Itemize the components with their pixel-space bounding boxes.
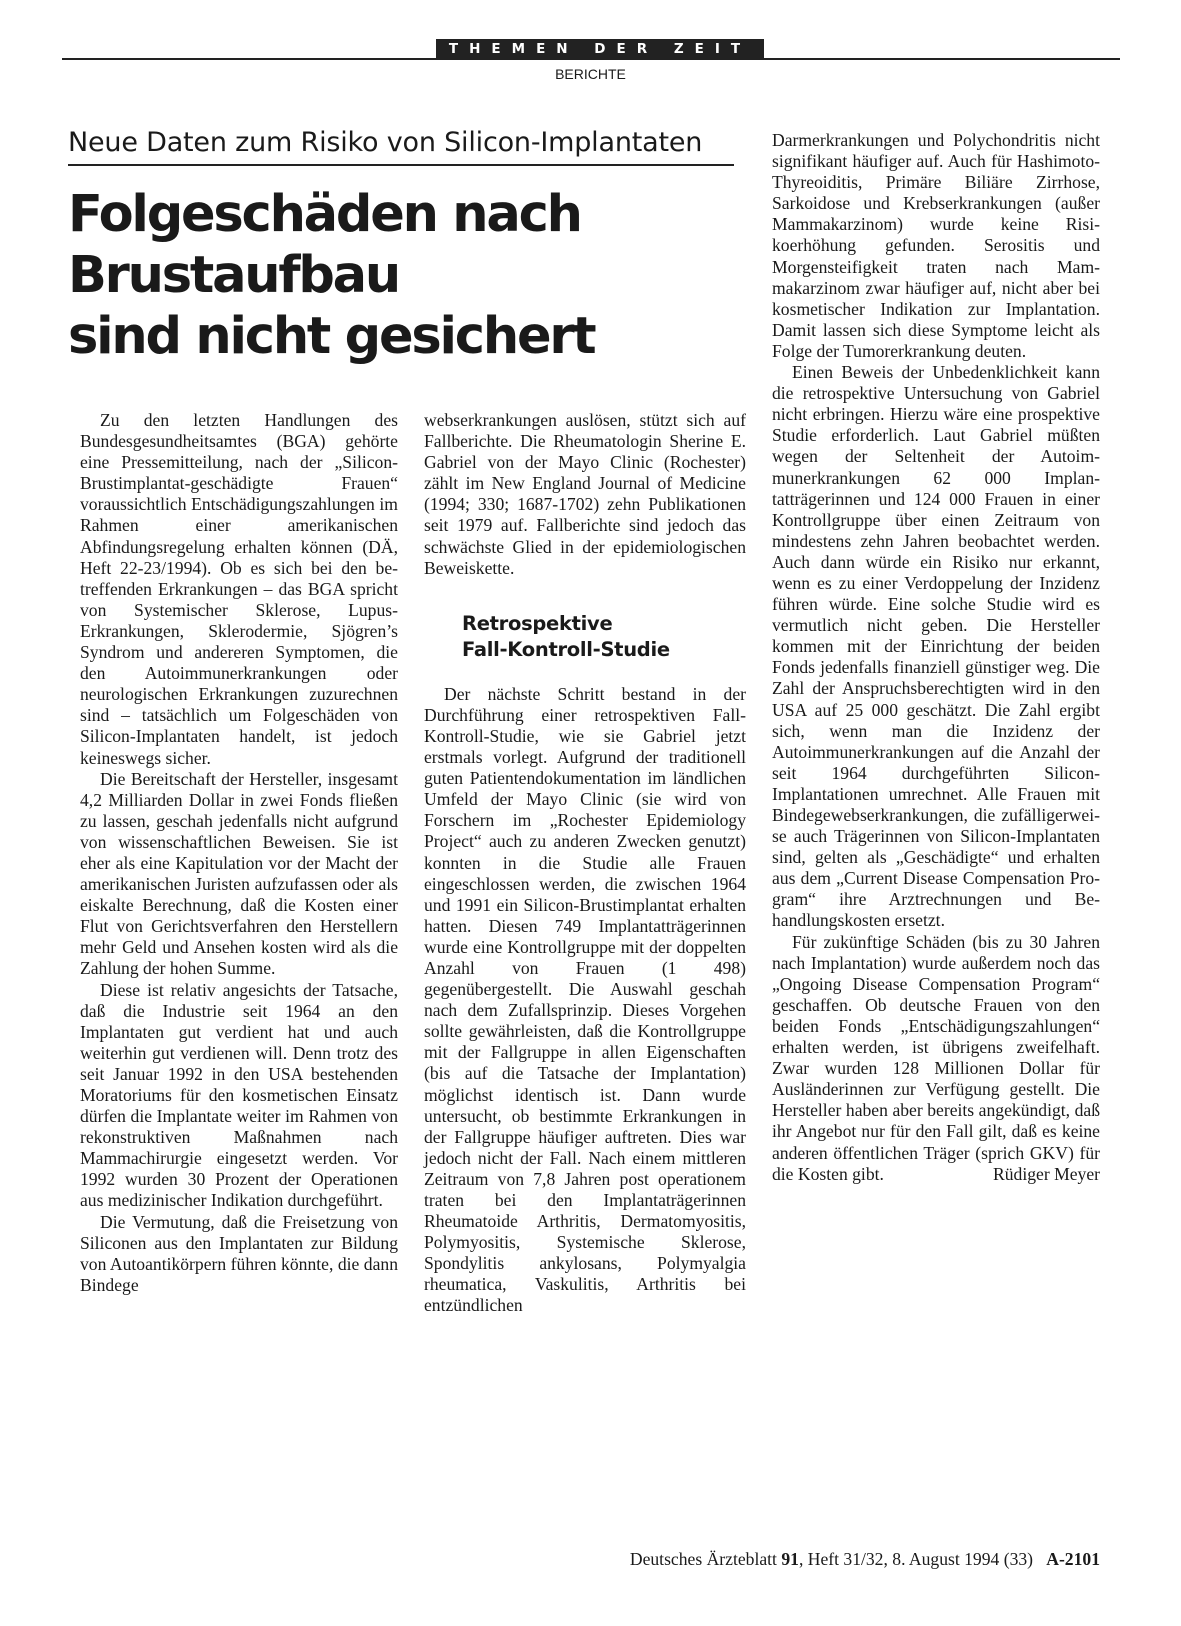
- subheading-line: Retrospektive: [462, 611, 613, 635]
- body-paragraph: Die Bereitschaft der Hersteller, insgesamt 4,2 Milliarden Dollar in zwei Fonds fließen zu lassen, geschah jedenfalls nicht aufgrund von wissenschaftlichen Beweisen. Sie ist eher als eine Kapitulation vor der Macht der amerikanischen Juristen aufzufassen oder als eiskalte Berechnung, daß die Kosten einer Flut von Gerichtsverfahren den Herstellern mehr Geld und Ansehen kosten wird als die Zahlung der hohen Summe.: [80, 768, 398, 979]
- body-paragraph: Der nächste Schritt bestand in der Durchführung einer retrospektiven Fall-Kontroll-Studie, wie sie Gabriel jetzt erstmals vorlegt. Aufgrund der traditionell guten Patientendokumentation im ländlichen Umfeld der Mayo Clinic (sie wird von Forschern im „Rochester Epidemiology Project“ auch zu anderen Zwecken genutzt) konnten in die Studie alle Frauen eingeschlossen werden, die zwischen 1964 und 1991 ein Silicon-Brustimplantat erhalten hatten. Diesen 749 Implantatträgerinnen wurde eine Kontrollgruppe mit der doppelten Anzahl von Frauen (1 498) gegenübergestellt. Die Auswahl geschah nach dem Zufallsprinzip. Dieses Vorgehen sollte gewährleisten, daß die Kontrollgruppe mit der Fallgruppe in allen Eigenschaften (bis auf die Tatsache der Implantation) möglichst identisch ist. Dann wurde untersucht, ob bestimmte Erkrankungen in der Fallgruppe häufiger auftreten. Dies war jedoch nicht der Fall. Nach einem mittleren Zeitraum von 7,8 Jahren post operationem traten bei den Implantaträgerinnen Rheumatoide Arthritis, Dermatomyositis, Polymyositis, Systemische Sklerose, Spondylitis ankylosans, Polymyalgia rheumatica, Vaskulitis, Arthritis bei entzündlichen: [424, 683, 746, 1316]
- body-paragraph: [772, 932, 1100, 1185]
- page-number: A-2101: [1046, 1549, 1100, 1569]
- section-banner: THEMEN DER ZEIT: [436, 39, 764, 60]
- article-headline: [68, 184, 728, 367]
- subheading: [462, 611, 746, 663]
- journal-name: Deutsches Ärzteblatt: [629, 1549, 777, 1569]
- article-kicker: Neue Daten zum Risiko von Silicon-Implantaten: [68, 127, 734, 166]
- author-signature: Rüdiger Meyer: [993, 1163, 1100, 1184]
- headline-line: Brustaufbau: [68, 246, 400, 305]
- article-column-3: [772, 130, 1100, 1185]
- body-paragraph: Zu den letzten Handlungen des Bundesgesundheitsamtes (BGA) gehörte eine Pressemitteilung, nach der „Silicon-Brustimplantat-geschädigte Frauen“ voraussichtlich Entschädigungszahlungen im Rahmen einer amerikanischen Abfindungsregelung erhalten können (DÄ, Heft 22-23/1994). Ob es sich bei den betreffenden Erkrankungen – das BGA spricht von Systemischer Sklerose, Lupus-Erkrankungen, Sklerodermie, Sjögren’s Syndrom und andereren Symptomen, die den Autoimmunerkrankungen oder neurologischen Erkrankungen zuzurechnen sind – tatsächlich um Folgeschäden von Silicon-Implantaten handelt, ist jedoch keineswegs sicher.: [80, 410, 398, 768]
- issue-date: , Heft 31/32, 8. August 1994 (33): [798, 1549, 1034, 1569]
- body-paragraph: Diese ist relativ angesichts der Tatsache, daß die Industrie seit 1964 an den Implantaten gut verdient hat und auch weiterhin gut verdienen will. Denn trotz des seit Januar 1992 in den USA bestehenden Moratoriums für den kosmetischen Einsatz dürfen die Implantate weiter im Rahmen von rekonstruktiven Maßnahmen nach Mammachirurgie eingesetzt werden. Vor 1992 wurden 30 Prozent der Operationen aus medizinischer Indikation durchgeführt.: [80, 979, 398, 1211]
- subheading-line: Fall-Kontroll-Studie: [462, 637, 670, 661]
- journal-volume: 91: [781, 1549, 799, 1569]
- headline-line: sind nicht gesichert: [68, 307, 595, 366]
- body-paragraph: webserkrankungen auslösen, stützt sich auf Fallberichte. Die Rheumatologin Sherine E. Gabriel von der Mayo Clinic (Rochester) zählt im New England Journal of Medicine (1994; 330; 1687-1702) zehn Publikationen seit 1979 auf. Fallberichte sind jedoch das schwächste Glied in der epidemiologischen Beweiskette.: [424, 410, 746, 578]
- paragraph-text: Für zukünftige Schäden (bis zu 30 Jahren nach Implantation) wurde außerdem noch das „Ongoing Disease Compensation Program“ geschaffen. Ob deutsche Frauen von den beiden Fonds „Entschädigungszahlungen“ erhalten werden, ist übrigens zweifelhaft. Zwar wurden 128 Millionen Dollar für Ausländerinnen zur Verfügung gestellt. Die Hersteller haben aber bereits angekündigt, daß ihr Angebot nur für den Fall gilt, daß es keine anderen öffentlichen Träger (sprich GKV) für die Kosten gibt.: [772, 931, 1100, 1184]
- section-label: BERICHTE: [555, 66, 626, 82]
- page-footer: [0, 1549, 1100, 1570]
- body-paragraph: Einen Beweis der Unbedenklichkeit kann die retrospektive Untersuchung von Gabriel nicht erbringen. Hierzu wäre eine prospektive Studie erforderlich. Laut Gabriel müßten wegen der Seltenheit der Autoimmunerkrankungen 62 000 Implantatträgerinnen und 124 000 Frauen in einer Kontrollgruppe über einen Zeitraum von mindestens zehn Jahren beobachtet werden. Auch dann würde ein Risiko nur erkannt, wenn es zu einer Verdoppelung der Inzidenz führen würde. Eine solche Studie wird es vermutlich nicht geben. Die Hersteller kommen mit der Einrichtung der beiden Fonds jedenfalls finanziell günstiger weg. Die Zahl der Anspruchsberechtigten wird in den USA auf 25 000 geschätzt. Die Zahl ergibt sich, wenn man die Inzidenz der Autoimmunerkrankungen auf die Anzahl der seit 1964 durchgeführten Silicon-Implantationen umrechnet. Alle Frauen mit Bindegewebserkrankungen, die zufälligerweise auch Trägerinnen von Silicon-Implantaten sind, gelten als „Geschädigte“ und erhalten aus dem „Current Disease Compensation Program“ ihre Arztrechnungen und Behandlungskosten ersetzt.: [772, 362, 1100, 931]
- article-column-1: [80, 410, 398, 1296]
- headline-line: Folgeschäden nach: [68, 185, 581, 244]
- body-paragraph: Die Vermutung, daß die Freisetzung von Siliconen aus den Implantaten zur Bildung von Autoantikörpern führen könnte, die dann Bindege: [80, 1211, 398, 1295]
- body-paragraph: Darmerkrankungen und Polychondritis nicht signifikant häufiger auf. Auch für Hashimoto-Thyreoiditis, Primäre Biliäre Zirrhose, Sarkoidose und Krebserkrankungen (außer Mammakarzinom) wurde keine Risikoerhöhung gefunden. Serositis und Morgensteifigkeit traten nach Mammakarzinom zwar häufiger auf, nicht aber bei kosmetischer Indikation zur Implantation. Damit lassen sich diese Symptome leicht als Folge der Tumorerkrankung deuten.: [772, 130, 1100, 361]
- article-column-2: [424, 410, 746, 1317]
